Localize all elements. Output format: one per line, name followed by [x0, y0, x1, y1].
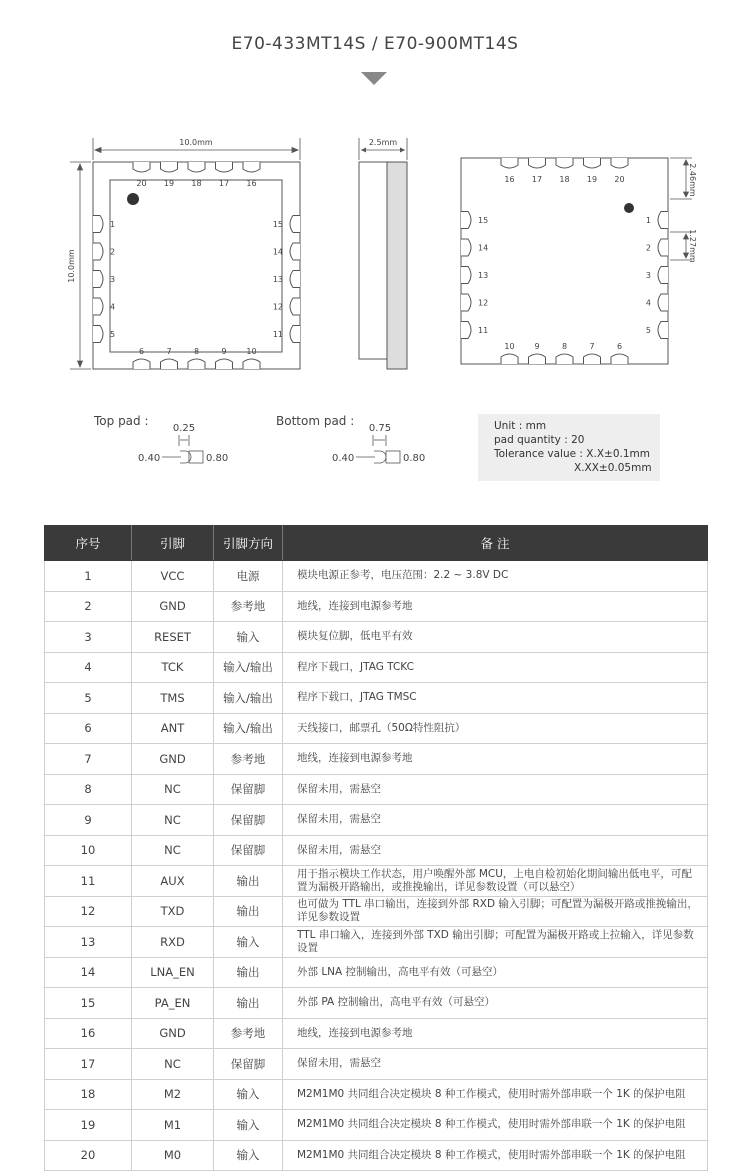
pad-left: [461, 239, 471, 256]
table-row: [45, 805, 708, 836]
pin-number-label: 11: [272, 330, 283, 339]
pin1-marker-dot-bottom: [624, 203, 634, 213]
cell-note: 程序下载口，JTAG TCKC: [283, 652, 708, 683]
pin-number-label: 2: [110, 247, 116, 257]
table-row: [45, 988, 708, 1019]
table-row: [45, 713, 708, 744]
pad-right: [658, 212, 668, 229]
pin-number-label: 19: [163, 179, 175, 188]
pin-number-label: 15: [272, 220, 283, 229]
table-row: [45, 652, 708, 683]
pad-left: [93, 243, 103, 260]
pad-bottom: [584, 354, 601, 364]
pad-left: [93, 271, 103, 288]
pin-number-label: 3: [110, 275, 116, 284]
pin-number-label: 2: [645, 243, 651, 253]
cell-note: 程序下载口，JTAG TMSC: [283, 683, 708, 714]
cell-direction: 输出: [214, 988, 283, 1019]
cell-number: 16: [45, 1018, 132, 1049]
cell-direction: 输入: [214, 622, 283, 653]
cell-pin: TCK: [132, 652, 214, 683]
dim-height-label: 10.0mm: [67, 249, 76, 283]
pin-number-label: 5: [110, 330, 116, 339]
cell-number: 5: [45, 683, 132, 714]
cell-pin: GND: [132, 744, 214, 775]
cell-number: 12: [45, 896, 132, 927]
pin-number-label: 11: [478, 326, 489, 335]
pin-number-label: 16: [246, 179, 257, 188]
chevron-down-icon: [361, 72, 387, 85]
cell-direction: 输入/输出: [214, 713, 283, 744]
pin-number-label: 18: [191, 179, 202, 188]
bottom-pad-sketch: [356, 435, 400, 463]
cell-number: 14: [45, 957, 132, 988]
tolerance-text: Tolerance value : X.X±0.1mm: [494, 448, 650, 460]
cell-direction: 参考地: [214, 591, 283, 622]
dim-pitch-label: 1.27mm: [688, 229, 697, 263]
cell-direction: 输入: [214, 927, 283, 958]
cell-number: 13: [45, 927, 132, 958]
pin-number-label: 10: [246, 347, 257, 356]
pin-number-label: 8: [193, 347, 200, 356]
cell-pin: TMS: [132, 683, 214, 714]
pad-right: [290, 216, 300, 233]
cell-direction: 参考地: [214, 1018, 283, 1049]
pad-left: [461, 294, 471, 311]
top-pad-label: Top pad :: [94, 414, 149, 428]
table-row: [45, 927, 708, 958]
pad-left: [93, 298, 103, 315]
cell-direction: 输入/输出: [214, 652, 283, 683]
side-view: [359, 138, 407, 369]
table-row: [45, 744, 708, 775]
cell-number: 4: [45, 652, 132, 683]
cell-note: 模块复位脚，低电平有效: [283, 622, 708, 653]
cell-note: 保留未用，需悬空: [283, 805, 708, 836]
pin-number-label: 18: [559, 175, 570, 184]
pad-right: [658, 267, 668, 284]
pad-left: [461, 212, 471, 229]
cell-pin: M0: [132, 1140, 214, 1171]
cell-pin: GND: [132, 591, 214, 622]
top-view: [93, 162, 300, 369]
cell-note: TTL 串口输入，连接到外部 TXD 输出引脚；可配置为漏极开路或上拉输入，详见参数设置: [283, 927, 708, 958]
pad-top: [188, 162, 205, 172]
pin-number-label: 13: [272, 275, 283, 284]
pin-number-label: 7: [589, 342, 595, 351]
cell-note: 用于指示模块工作状态，用户唤醒外部 MCU，上电自检初始化期间输出低电平，可配置为漏极开路输出，或推挽输出，详见参数设置（可以悬空）: [283, 866, 708, 897]
unit-info-box: [478, 414, 660, 481]
pad-quantity-text: pad quantity : 20: [494, 434, 585, 446]
cell-number: 18: [45, 1079, 132, 1110]
unit-text: Unit : mm: [494, 420, 547, 432]
pin-number-label: 13: [478, 271, 489, 280]
pad-bottom: [133, 359, 150, 369]
pin-number-label: 6: [138, 347, 145, 356]
dim-thickness-label: 2.5mm: [368, 138, 398, 147]
pad-top: [584, 158, 601, 168]
cell-pin: PA_EN: [132, 988, 214, 1019]
bottom-pad-left: 0.40: [332, 453, 355, 464]
bottom-pad-label: Bottom pad :: [276, 414, 355, 428]
cell-note: M2M1M0 共同组合决定模块 8 种工作模式，使用时需外部串联一个 1K 的保护电阻: [283, 1110, 708, 1141]
cell-direction: 电源: [214, 561, 283, 592]
pin-number-label: 15: [478, 216, 489, 225]
pin-number-label: 3: [645, 271, 651, 280]
pin-number-label: 8: [561, 342, 568, 351]
pin-number-label: 20: [614, 175, 625, 184]
cell-pin: M1: [132, 1110, 214, 1141]
table-row: [45, 835, 708, 866]
pin-number-label: 12: [272, 302, 283, 312]
tolerance-text-2: X.XX±0.05mm: [574, 462, 652, 474]
pad-top: [243, 162, 260, 172]
cell-note: 地线，连接到电源参考地: [283, 591, 708, 622]
cell-note: 天线接口，邮票孔（50Ω特性阻抗）: [283, 713, 708, 744]
pin-definition-table: [44, 525, 708, 1171]
pad-top: [216, 162, 233, 172]
table-row: [45, 866, 708, 897]
cell-number: 10: [45, 835, 132, 866]
pad-right: [658, 322, 668, 339]
cell-direction: 保留脚: [214, 805, 283, 836]
cell-pin: NC: [132, 1049, 214, 1080]
pin-number-label: 14: [272, 247, 283, 257]
header-notes: 备 注: [283, 526, 708, 561]
cell-pin: TXD: [132, 896, 214, 927]
pad-right: [290, 243, 300, 260]
cell-pin: NC: [132, 835, 214, 866]
cell-note: M2M1M0 共同组合决定模块 8 种工作模式，使用时需外部串联一个 1K 的保护电阻: [283, 1140, 708, 1171]
cell-pin: RESET: [132, 622, 214, 653]
pad-right: [290, 271, 300, 288]
pad-right: [658, 239, 668, 256]
pad-left: [93, 326, 103, 343]
pad-right: [658, 294, 668, 311]
cell-note: 保留未用，需悬空: [283, 1049, 708, 1080]
pad-left: [93, 216, 103, 233]
cell-number: 9: [45, 805, 132, 836]
pad-bottom: [501, 354, 518, 364]
cell-direction: 输出: [214, 866, 283, 897]
pad-bottom: [216, 359, 233, 369]
table-row: [45, 1140, 708, 1171]
cell-direction: 参考地: [214, 744, 283, 775]
header-number: 序号: [45, 526, 132, 561]
cell-direction: 保留脚: [214, 774, 283, 805]
cell-pin: M2: [132, 1079, 214, 1110]
cell-direction: 输出: [214, 957, 283, 988]
cell-number: 8: [45, 774, 132, 805]
cell-number: 11: [45, 866, 132, 897]
table-row: [45, 1018, 708, 1049]
pad-top: [501, 158, 518, 168]
pin-number-label: 16: [504, 175, 515, 184]
cell-pin: VCC: [132, 561, 214, 592]
dim-pad-offset-label: 2.46mm: [688, 163, 697, 197]
cell-number: 2: [45, 591, 132, 622]
cell-number: 1: [45, 561, 132, 592]
table-row: [45, 683, 708, 714]
cell-direction: 输入: [214, 1110, 283, 1141]
pin-number-label: 19: [586, 175, 598, 184]
cell-pin: ANT: [132, 713, 214, 744]
pin1-marker-dot: [127, 193, 139, 205]
cell-direction: 保留脚: [214, 1049, 283, 1080]
cell-direction: 保留脚: [214, 835, 283, 866]
cell-note: 保留未用，需悬空: [283, 774, 708, 805]
pad-bottom: [611, 354, 628, 364]
cell-note: 外部 LNA 控制输出，高电平有效（可悬空）: [283, 957, 708, 988]
header-pin: 引脚: [132, 526, 214, 561]
cell-note: M2M1M0 共同组合决定模块 8 种工作模式，使用时需外部串联一个 1K 的保护电阻: [283, 1079, 708, 1110]
table-header-row: [45, 526, 708, 561]
table-row: [45, 1079, 708, 1110]
pad-top: [161, 162, 178, 172]
cell-number: 3: [45, 622, 132, 653]
pin-number-label: 4: [110, 302, 116, 312]
cell-direction: 输入: [214, 1079, 283, 1110]
pin-number-label: 1: [110, 220, 116, 229]
cell-pin: RXD: [132, 927, 214, 958]
table-row: [45, 591, 708, 622]
cell-number: 6: [45, 713, 132, 744]
top-pad-width: 0.25: [172, 423, 196, 434]
pad-top: [529, 158, 546, 168]
pad-bottom: [161, 359, 178, 369]
pin-number-label: 20: [136, 179, 147, 188]
top-pad-sketch: [162, 435, 203, 463]
table-row: [45, 957, 708, 988]
pad-bottom: [188, 359, 205, 369]
pin-number-label: 12: [478, 298, 489, 308]
pad-bottom: [556, 354, 573, 364]
table-row: [45, 896, 708, 927]
bottom-view: [461, 158, 668, 364]
pin-number-label: 14: [478, 243, 489, 253]
pin-number-label: 17: [218, 179, 230, 188]
top-pad-left: 0.40: [138, 453, 161, 464]
cell-pin: AUX: [132, 866, 214, 897]
table-row: [45, 622, 708, 653]
cell-direction: 输入: [214, 1140, 283, 1171]
cell-pin: GND: [132, 1018, 214, 1049]
cell-note: 保留未用，需悬空: [283, 835, 708, 866]
pad-bottom: [243, 359, 260, 369]
cell-number: 15: [45, 988, 132, 1019]
cell-pin: NC: [132, 774, 214, 805]
table-row: [45, 561, 708, 592]
pin-number-label: 6: [616, 342, 623, 351]
cell-number: 19: [45, 1110, 132, 1141]
bottom-pad-right: 0.80: [403, 453, 426, 464]
pad-left: [461, 267, 471, 284]
page-title: E70-433MT14S / E70-900MT14S: [231, 34, 519, 54]
dim-width-label: 10.0mm: [179, 138, 213, 147]
bottom-pad-width: 0.75: [368, 423, 392, 434]
table-row: [45, 1049, 708, 1080]
pad-bottom: [529, 354, 546, 364]
header-direction: 引脚方向: [214, 526, 283, 561]
pin-number-label: 1: [645, 216, 651, 225]
pin-number-label: 9: [534, 342, 540, 351]
pin-number-label: 5: [645, 326, 651, 335]
cell-number: 17: [45, 1049, 132, 1080]
pad-top: [556, 158, 573, 168]
cell-number: 20: [45, 1140, 132, 1171]
cell-note: 也可做为 TTL 串口输出，连接到外部 RXD 输入引脚；可配置为漏极开路或推挽输出，详见参数设置: [283, 896, 708, 927]
pin-number-label: 9: [221, 347, 227, 356]
pad-left: [461, 322, 471, 339]
table-row: [45, 774, 708, 805]
table-row: [45, 1110, 708, 1141]
pad-top: [133, 162, 150, 172]
cell-note: 地线，连接到电源参考地: [283, 1018, 708, 1049]
pin-number-label: 17: [531, 175, 543, 184]
pad-right: [290, 326, 300, 343]
pad-top: [611, 158, 628, 168]
cell-note: 地线，连接到电源参考地: [283, 744, 708, 775]
cell-note: 外部 PA 控制输出，高电平有效（可悬空）: [283, 988, 708, 1019]
pin-number-label: 10: [504, 342, 515, 351]
pad-right: [290, 298, 300, 315]
cell-pin: NC: [132, 805, 214, 836]
cell-number: 7: [45, 744, 132, 775]
cell-direction: 输出: [214, 896, 283, 927]
cell-note: 模块电源正参考，电压范围：2.2 ~ 3.8V DC: [283, 561, 708, 592]
cell-pin: LNA_EN: [132, 957, 214, 988]
pin-number-label: 7: [166, 347, 172, 356]
top-pad-right: 0.80: [206, 453, 229, 464]
pin-number-label: 4: [645, 298, 651, 308]
cell-direction: 输入/输出: [214, 683, 283, 714]
